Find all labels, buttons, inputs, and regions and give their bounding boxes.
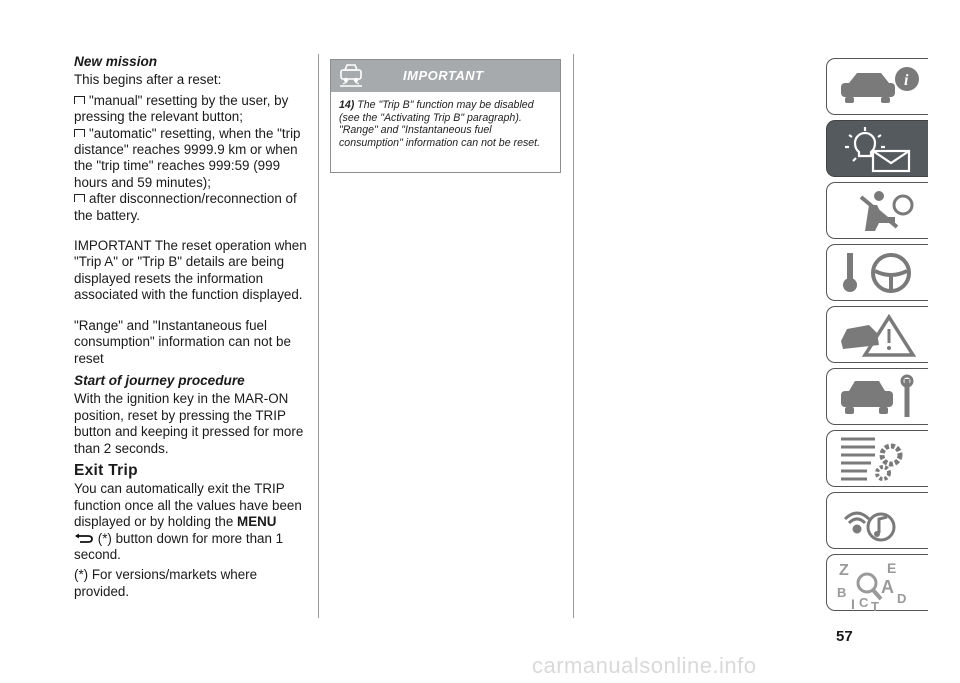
- alphabetical-index-icon: [835, 559, 925, 611]
- tab-safety[interactable]: [826, 182, 928, 239]
- return-arrow-icon: [74, 533, 94, 543]
- tab-index[interactable]: [826, 554, 928, 611]
- svg-text:E: E: [887, 560, 897, 576]
- specifications-gears-icon: [835, 435, 925, 483]
- column-divider: [573, 54, 574, 618]
- bullet-list: [74, 93, 310, 224]
- tab-starting-driving[interactable]: [826, 244, 928, 301]
- bullet-icon: [74, 129, 85, 137]
- tab-emergency[interactable]: [826, 306, 928, 363]
- tab-multimedia[interactable]: [826, 492, 928, 549]
- tab-warning-lights[interactable]: [826, 120, 928, 177]
- svg-text:I: I: [851, 596, 855, 611]
- car-maintenance-icon: [835, 373, 925, 421]
- important-note-header: [331, 60, 560, 92]
- footnote: (*) For versions/markets where provided.: [74, 567, 258, 599]
- watermark: carmanualsonline.info: [532, 653, 757, 678]
- bullet-icon: [74, 96, 85, 104]
- airbag-seat-icon: [835, 187, 925, 235]
- tab-car-info[interactable]: [826, 58, 928, 115]
- important-note-title: IMPORTANT: [403, 68, 484, 83]
- svg-text:C: C: [859, 595, 869, 610]
- note-reference: 14): [339, 99, 355, 111]
- heading-start-journey: Start of journey procedure: [74, 372, 245, 388]
- car-warning-icon: [337, 63, 365, 89]
- important-note-box: [330, 59, 561, 173]
- heading-exit-trip: Exit Trip: [74, 461, 138, 479]
- multimedia-music-icon: [835, 497, 925, 545]
- page-number: 57: [836, 628, 853, 645]
- intro-text: This begins after a reset:: [74, 72, 222, 88]
- tab-technical-data[interactable]: [826, 430, 928, 487]
- key-steering-icon: [835, 249, 925, 297]
- important-note-body: [331, 92, 560, 149]
- svg-text:A: A: [881, 577, 894, 597]
- exit-paragraph: You can automatically exit the TRIP function once all the values have been displayed or by holding the MENU (*) button down for more than 1 second.: [74, 481, 302, 562]
- column-divider: [318, 54, 319, 618]
- note-text: The "Trip B" function may be disabled (see the "Activating Trip B" paragraph). "Range" and "Instantaneous fuel consumption" information can not be reset.: [339, 99, 541, 149]
- menu-label: MENU: [237, 514, 277, 530]
- range-paragraph: "Range" and "Instantaneous fuel consumption" information can not be reset: [74, 317, 291, 366]
- car-info-icon: [835, 63, 925, 111]
- start-paragraph: With the ignition key in the MAR-ON position, reset by pressing the TRIP button and keeping it pressed for more than 2 seconds.: [74, 391, 304, 456]
- heading-new-mission: New mission: [74, 54, 158, 69]
- svg-text:T: T: [871, 599, 879, 611]
- left-text-column: [74, 54, 310, 610]
- important-paragraph: IMPORTANT The reset operation when "Trip A" or "Trip B" details are being displayed resets the information associated with the function displayed.: [74, 238, 307, 303]
- bullet-item-battery: after disconnection/reconnection of the battery.: [74, 191, 297, 223]
- svg-text:B: B: [837, 585, 847, 600]
- car-emergency-icon: [835, 311, 925, 359]
- bullet-item-manual: "manual" resetting by the user, by pressing the relevant button;: [74, 92, 289, 125]
- bullet-icon: [74, 194, 85, 202]
- svg-text:Z: Z: [839, 562, 849, 579]
- bullet-item-automatic: "automatic" resetting, when the "trip distance" reaches 9999.9 km or when the "trip time" reaches 999:59 (999 hours and 59 minutes);: [74, 125, 301, 190]
- tab-maintenance[interactable]: [826, 368, 928, 425]
- svg-text:D: D: [897, 591, 907, 606]
- warning-lights-icon: [835, 125, 925, 173]
- svg-text:i: i: [904, 72, 909, 89]
